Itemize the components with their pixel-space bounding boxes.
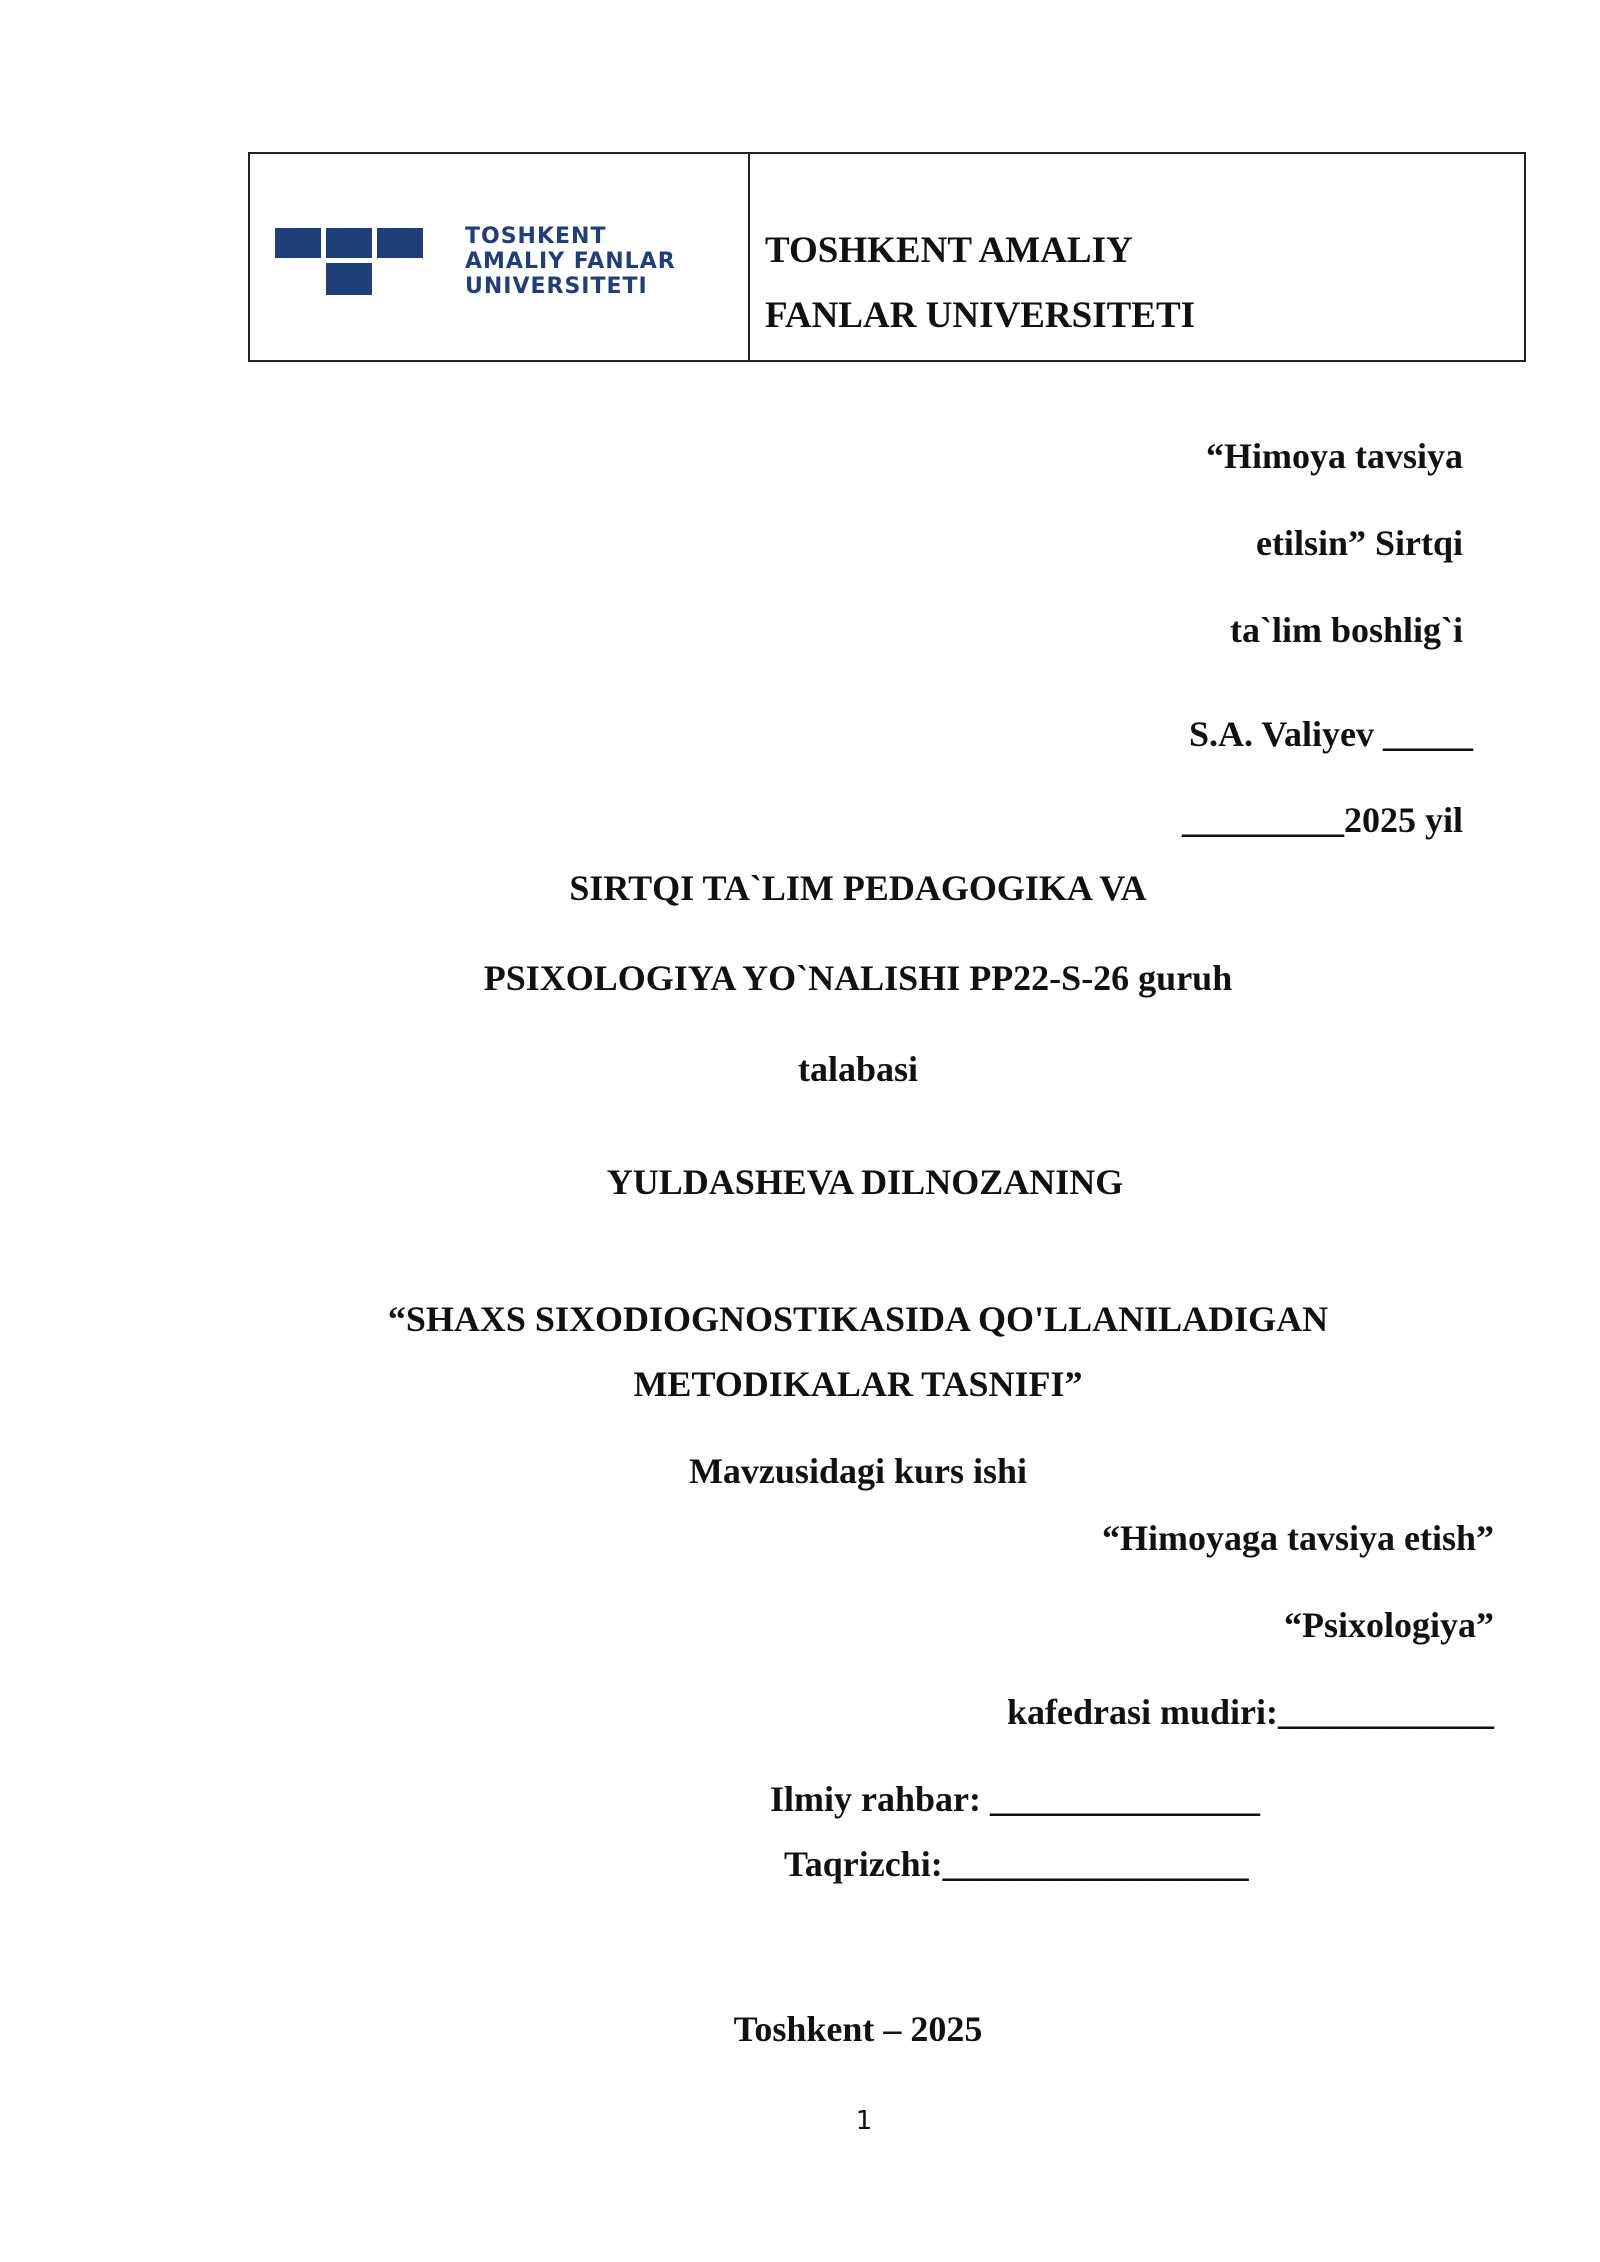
approval-signer: S.A. Valiyev _____ [1188, 714, 1473, 754]
header-table [248, 152, 1526, 362]
student-line-1: SIRTQI TA`LIM PEDAGOGIKA VA [569, 868, 1147, 908]
approval-line-3: ta`lim boshlig`i [1229, 610, 1463, 650]
place-year: Toshkent – 2025 [733, 2009, 983, 2049]
department-line-2: “Psixologiya” [1283, 1605, 1494, 1645]
approval-line-1: “Himoya tavsiya [1206, 436, 1463, 476]
student-line-2: PSIXOLOGIYA YO`NALISHI PP22-S-26 guruh [483, 958, 1233, 998]
title-cell [750, 154, 1524, 360]
logo-line-1: TOSHKENT [465, 224, 607, 249]
logo-line-3: UNIVERSITETI [465, 274, 648, 299]
approval-line-2: etilsin” Sirtqi [1255, 523, 1463, 563]
university-logo-mark [275, 228, 425, 298]
logo-line-2: AMALIY FANLAR [465, 249, 676, 274]
student-name: YULDASHEVA DILNOZANING [606, 1162, 1124, 1202]
scientific-advisor: Ilmiy rahbar: _______________ [770, 1779, 1260, 1819]
logo-wordmark [465, 224, 676, 299]
topic-line-2: METODIKALAR TASNIFI” [633, 1364, 1083, 1404]
topic-subtitle: Mavzusidagi kurs ishi [688, 1451, 1028, 1491]
university-title-line-1: TOSHKENT AMALIY [765, 230, 1133, 271]
department-head: kafedrasi mudiri:____________ [1006, 1692, 1494, 1732]
logo-cell [250, 154, 750, 360]
page-number: 1 [855, 2106, 873, 2136]
university-title [765, 218, 1195, 348]
university-title-line-2: FANLAR UNIVERSITETI [765, 295, 1196, 336]
topic-line-1: “SHAXS SIXODIOGNOSTIKASIDA QO'LLANILADIGAN [387, 1299, 1329, 1339]
department-line-1: “Himoyaga tavsiya etish” [1102, 1518, 1494, 1558]
reviewer: Taqrizchi:_________________ [784, 1844, 1249, 1884]
student-line-3: talabasi [797, 1049, 919, 1089]
approval-date: _________2025 yil [1181, 800, 1463, 840]
